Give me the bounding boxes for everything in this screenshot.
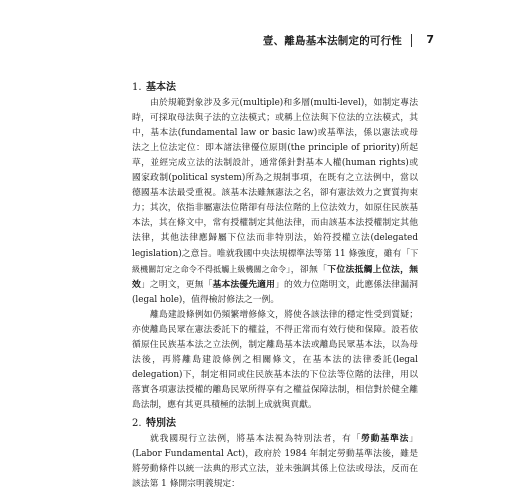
bold-phrase: 下位法抵觸上位法，無效 (132, 265, 418, 290)
paragraph-text: 就我國現行立法例，將基本法視為特別法者，有「 (150, 434, 362, 444)
bold-phrase: 基本法優先適用 (212, 280, 276, 290)
section-title: 基本法 (146, 82, 176, 93)
bold-phrase: 勞動基準法 (361, 434, 410, 444)
paragraph-text: 」(Labor Fundamental Act)，政府於 1984 年制定勞動基準法後，雖是將勞動條件以統一法典的形式立法，並未強調其係上位法或母法，反而在該法第 1 條開宗明義規定： (132, 434, 418, 489)
section-number: 1. (132, 82, 142, 93)
section-heading-basic-law (132, 80, 418, 95)
header-divider (411, 34, 412, 47)
quote-open: 「 (401, 249, 411, 259)
paragraph: 離島建設條例如仍頻繁增修條文，將使各該法律的穩定性受到質疑；亦使離島民眾在憲法委託下的權益，不得正常而有效行使和保障。設若依循原住民族基本法之立法例，制定離島基本法或離島民眾基本法，以為母法後，再將離島建設條例之相關條文，在基本法的法律委託(legal delegation)下，制定相同或住民族基本法的下位法等位階的法律，用以落實各項憲法授權的離島民眾所得享有之權益保障法制，相信對於健全離島法制，應有其更具積極的法制上成就與貢獻。 (132, 310, 418, 410)
body-text (132, 80, 418, 492)
paragraph-text: 」的效力位階明文，此應係法律漏洞(legal hole)，值得檢討修法之一例。 (132, 280, 418, 305)
paragraph-text: 由於規範對象涉及多元(multiple)和多層(multi-level)，如制定專法時，可採取母法與子法的立法模式；或稱上位法與下位法的立法模式，其中，基本法(fundamental law or basic law)或基準法，係以憲法或母法之上位法定位：即本諸法律優位原則(the principle of priority)所起草，並經完成立法的法制設計，通常係針對基本人權(human rights)或國家政制(political system)所為之規制事項，在既有之立法例中，當以德國基本法最受重視。該基本法雖無憲法之名，卻有憲法效力之實質拘束力；其次，依指非屬憲法位階卻有母法位階的上位法效力，如原住民族基本法，其在條文中，常有授權制定其他法律，而由該基本法授權制定其他法律，其他法律應歸屬下位法而非特別法，始符授權立法(delegated legislation)之意旨。唯就我國中央法規標準法等第 11 條強度，雖有 (132, 98, 418, 259)
paragraph (132, 432, 418, 492)
section-heading-special-law (132, 416, 418, 431)
page-number: 7 (426, 33, 434, 46)
section-title: 特別法 (146, 418, 176, 429)
paragraph-text: 」之明文，更無「 (140, 280, 213, 290)
paragraph (132, 96, 418, 308)
quote-close: 」 (286, 265, 291, 275)
section-number: 2. (132, 418, 142, 429)
header-title: 壹、離島基本法制定的可行性 (262, 35, 402, 47)
quoted-rule: 下級機關訂定之命令不得抵觸上級機關之命令 (132, 249, 418, 274)
paragraph-text: ，卻無「 (290, 265, 328, 275)
running-header (0, 30, 520, 52)
